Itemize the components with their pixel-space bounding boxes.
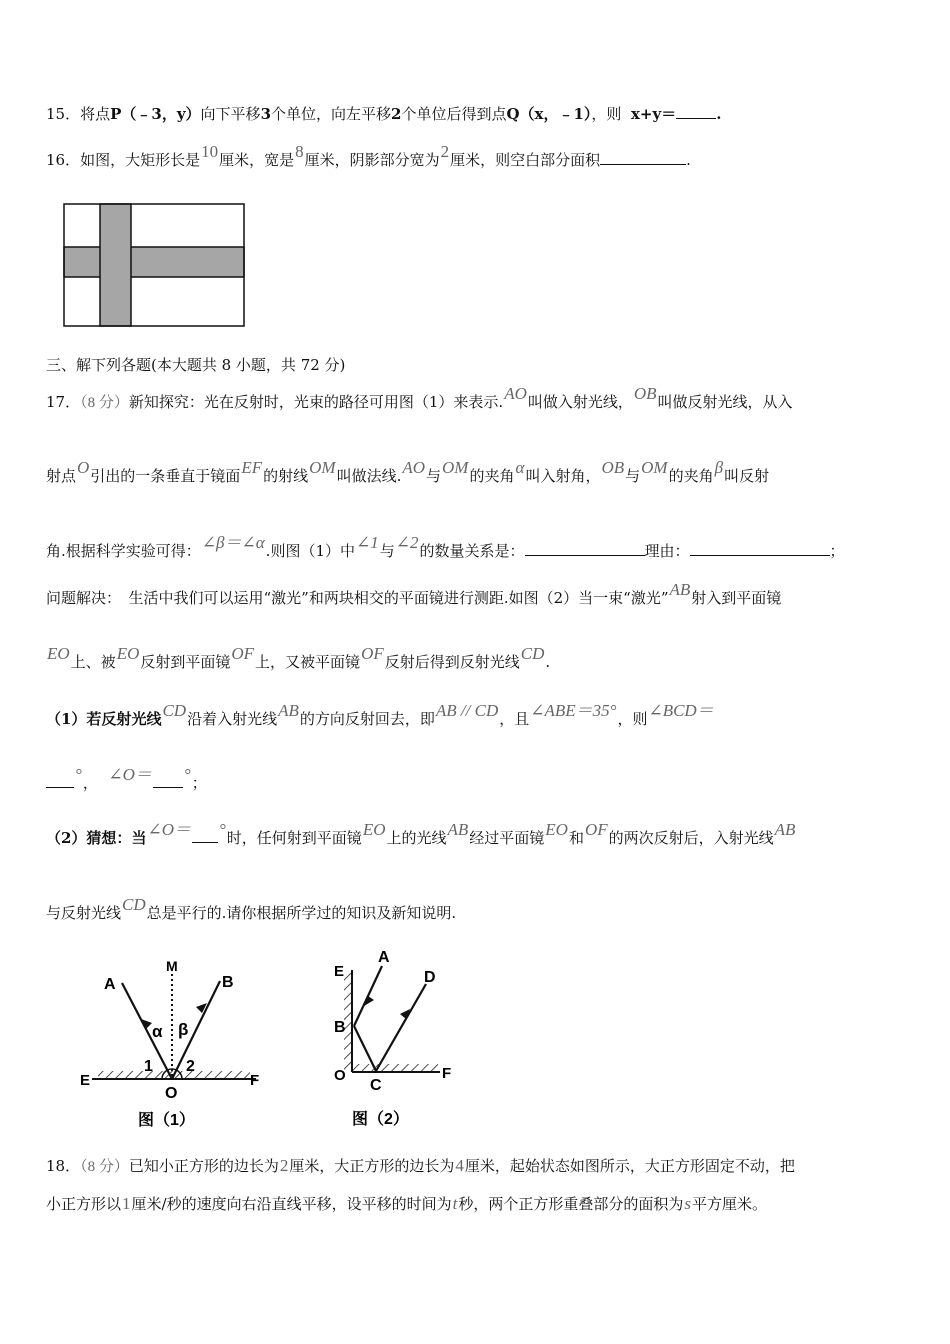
reflection-figure-2 <box>326 948 476 1138</box>
label-F: F <box>442 1065 452 1082</box>
question-number: 16． <box>46 151 81 169</box>
ray-CD <box>376 984 426 1071</box>
question-16: 16．如图，大矩形长是10厘米，宽是8厘米，阴影部分宽为2厘米，则空白部分面积 . <box>46 142 691 169</box>
shaded-horizontal-strip <box>64 247 244 277</box>
label-O: O <box>165 1085 178 1102</box>
question-number: 17． <box>46 393 81 411</box>
answer-blank <box>690 541 830 556</box>
label-M: M <box>166 958 178 974</box>
section-heading: 三、解下列各题(本大题共 8 小题，共 72 分) <box>46 356 346 374</box>
question-15: 15．将点P（﹣3，y）向下平移3个单位，向左平移2个单位后得到点Q（x，﹣1），则 x+y＝ . <box>46 105 722 123</box>
label-alpha: α <box>152 1022 163 1041</box>
question-number: 15． <box>46 105 81 123</box>
question-18-line-2: 小正方形以1厘米/秒的速度向右沿直线平移，设平移的时间为t秒，两个正方形重叠部分的面积为s平方厘米。 <box>46 1194 767 1213</box>
label-O: O <box>334 1067 346 1084</box>
label-D: D <box>424 969 436 986</box>
question-17-line-4: 问题解决： 生活中我们可以运用“激光”和两块相交的平面镜进行测距.如图（2）当一束“激光”AB射入到平面镜 <box>46 580 782 607</box>
label-1: 1 <box>144 1058 153 1075</box>
label-A: A <box>378 949 390 966</box>
question-17-part-1-answers: °， ∠O＝ °； <box>46 773 207 793</box>
caption-figure-1: 图（1） <box>138 1112 195 1129</box>
question-number: 18． <box>46 1157 81 1175</box>
question-17-line-3: 角.根据科学实验可得：∠β＝∠α.则图（1）中∠1与∠2的数量关系是： 理由： ； <box>46 533 845 560</box>
answer-blank <box>46 773 74 788</box>
horizontal-mirror-hatch <box>352 1064 438 1072</box>
label-2: 2 <box>186 1058 195 1075</box>
question-17-part-1: （1）若反射光线CD沿着入射光线AB的方向反射回去，即AB // CD，且∠ABE＝35°，则∠BCD＝ <box>46 701 714 728</box>
answer-blank <box>192 828 218 843</box>
question-17-part-2-cont: 与反射光线CD总是平行的.请你根据所学过的知识及新知说明. <box>46 895 457 922</box>
answer-blank <box>676 104 716 119</box>
label-B: B <box>222 974 234 991</box>
rectangle-figure <box>60 200 250 332</box>
question-17-line-1: 17．（8 分）新知探究：光在反射时，光束的路径可用图（1）来表示.AO叫做入射光线，OB叫做反射光线，从入 <box>46 384 793 411</box>
question-17-line-5: EO上、被EO反射到平面镜OF上，又被平面镜OF反射后得到反射光线CD. <box>47 644 551 671</box>
label-B: B <box>334 1019 346 1036</box>
reflection-figure-1 <box>70 955 280 1135</box>
shaded-vertical-strip <box>100 204 131 326</box>
answer-blank <box>600 150 686 165</box>
caption-figure-2: 图（2） <box>352 1111 409 1128</box>
question-18-line-1: 18．（8 分）已知小正方形的边长为2厘米，大正方形的边长为4厘米，起始状态如图所示，大正方形固定不动，把 <box>46 1156 795 1175</box>
answer-blank <box>153 773 183 788</box>
label-A: A <box>104 976 116 993</box>
label-E: E <box>334 963 345 980</box>
label-F: F <box>250 1072 260 1089</box>
question-17-line-2: 射点O引出的一条垂直于镜面EF的射线OM叫做法线.AO与OM的夹角α叫入射角，OB与OM的夹角β叫反射 <box>46 458 770 485</box>
answer-blank <box>525 541 645 556</box>
label-E: E <box>80 1072 91 1089</box>
label-beta: β <box>178 1020 189 1039</box>
label-C: C <box>370 1077 382 1094</box>
question-17-part-2: （2）猜想：当∠O＝ °时，任何射到平面镜EO上的光线AB经过平面镜EO和OF的两次反射后，入射光线AB <box>46 820 796 847</box>
